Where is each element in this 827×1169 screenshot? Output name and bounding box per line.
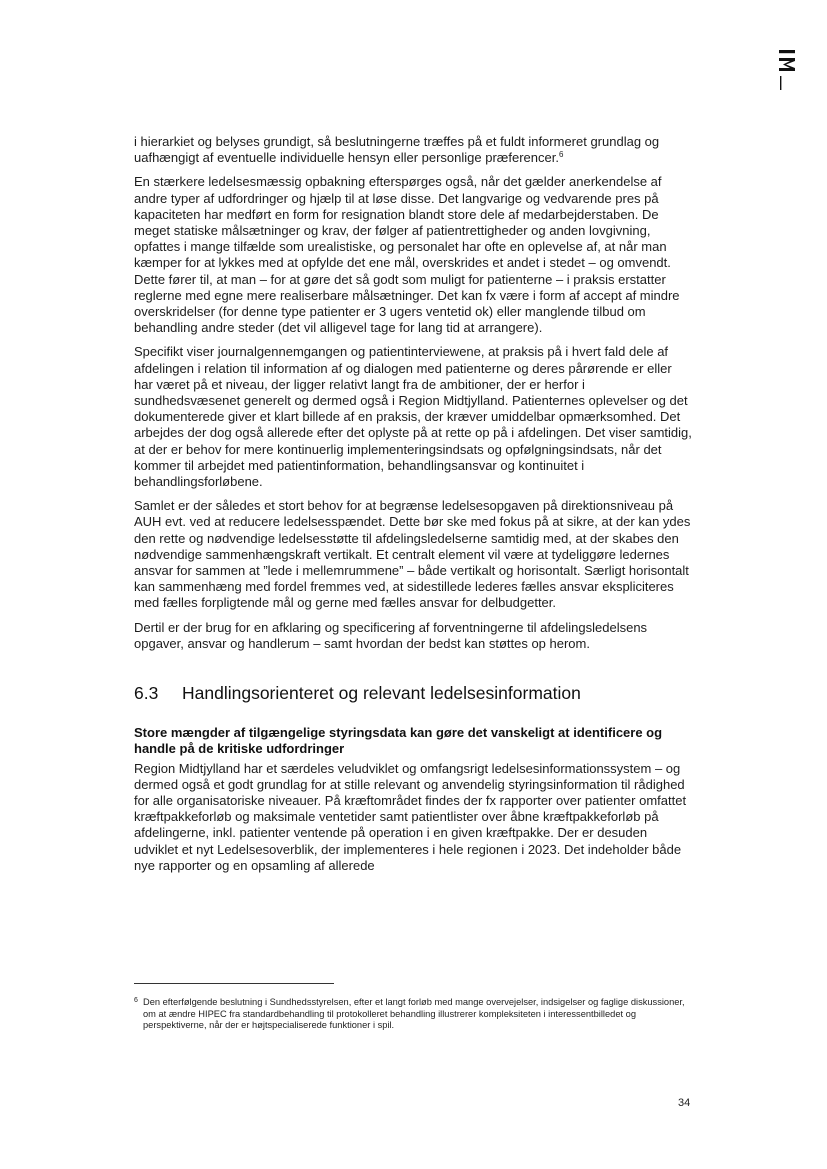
- page-number: 34: [678, 1097, 691, 1109]
- footnote: [134, 997, 694, 1032]
- footnote-reference: 6: [558, 150, 564, 160]
- main-content: [134, 134, 694, 882]
- section-number: 6.3: [134, 683, 159, 704]
- footnote-marker: 6: [134, 997, 138, 1004]
- footnote-separator: [134, 983, 334, 984]
- paragraph-intro: i hierarkiet og belyses grundigt, så beslutningerne træffes på et fuldt informeret grundlag og uafhængigt af eventuelle individuelle hensyn eller personlige præferencer.$^6$: [134, 134, 660, 166]
- paragraph-clarification: Dertil er der brug for en afklaring og specificering af forventningerne til afdelingsledelsens opgaver, ansvar og handlerum – samt hvordan der bedst kan støttes op herom.: [134, 619, 648, 651]
- paragraph-support: En stærkere ledelsesmæssig opbakning efterspørges også, når det gælder anerkendelse af andre typer af udfordringer og hjælp til at løse disse. Det langvarige og vedvarende pres på kapaciteten har medført en form for resignation blandt store dele af medarbejderstaben. De meget statiske målsætninger og krav, der følger af patientrettigheder og anden lovgivning, opfattes i mange tilfælde som urealistiske, og personalet har ofte en oplevelse af, at når man kæmper for at lykkes med at opfylde det ene mål, overskrides et andet i stedet – og omvendt. Dette fører til, at man – for at gøre det så godt som muligt for patienterne – i praksis erstatter reglerne med egne mere realiserbare målsætninger. Det kan fx være i form af accept af mindre overskridelser (for denne type patienter er 3 ugers ventetid ok) eller manglende tilbud om behandling andre steder (det vil alligevel tage for lang tid at arrangere).: [134, 174, 680, 336]
- paragraph-section-body: Region Midtjylland har et særdeles veludviklet og omfangsrigt ledelsesinformationssystem – og dermed også et godt grundlag for at stille relevant og anvendelig styringsinformation til rådighed for alle organisatoriske niveauer. På kræftområdet findes der fx rapporter over patienter omfattet kræftpakkeforløb og maksimale ventetider samt patientlister over åbne kræftpakkeforløb på afdelingerne, inkl. patienter ventende på operation i en given kræftpakke. Der er desuden udviklet et nyt Ledelsesoverblik, der implementeres i hele regionen i 2023. Det indeholder både nye rapporter og en opsamling af allerede: [134, 760, 687, 873]
- im-logo-icon: [776, 48, 798, 92]
- paragraph-patient-information: Specifikt viser journalgennemgangen og patientinterviewene, at praksis på i hvert fald dele af afdelingen i relation til information af og dialogen med patienterne og deres pårørende er eller har været på et niveau, der ligger relativt langt fra de ambitioner, der er herfor i sundhedsvæsenet generelt og dermed også i Region Midtjylland. Patienternes oplevelser og det dokumenterede giver et klart billede af en praksis, der kræver umiddelbar opmærksomhed. Det arbejdes der dog også allerede efter det oplyste på at rette op på i afdelingen. Det viser samtidig, at der er behov for mere kontinuerlig implementeringsindsats og opfølgningsindsats, når det kommer til arbejdet med patientinformation, behandlingsansvar og kontinuitet i behandlingsforløbene.: [134, 344, 692, 490]
- section-title: Handlingsorienteret og relevant ledelsesinformation: [182, 683, 581, 704]
- footnote-text: Den efterfølgende beslutning i Sundhedsstyrelsen, efter et langt forløb med mange overvejelser, indsigelser og faglige diskussioner, om at ændre HIPEC fra standardbehandling til protokolleret behandling illustrerer kompleksiteten i interessentbilledet og perspektiverne, når der er højtspecialiserede funktioner i spil.: [143, 997, 685, 1031]
- paragraph-management-scope: Samlet er der således et stort behov for at begrænse ledelsesopgaven på direktionsniveau på AUH evt. ved at reducere ledelsesspændet. Dette bør ske med fokus på at sikre, at der kan ydes den rette og nødvendige ledelsesstøtte til afdelingsledelserne samtidig med, at der skabes den nødvendige sammenhængskraft vertikalt. Et centralt element vil være at tydeliggøre ledernes ansvar for sammen at ”lede i mellemrummene” – både vertikalt og horisontalt. Særligt horisontalt kan sammenhæng med fordel fremmes ved, at sidestillede lederes fælles ansvar ekspliciteres med fælles forpligtende mål og gerne med fælles ansvar for delbudgetter.: [134, 498, 691, 611]
- section-heading: [134, 682, 694, 704]
- organization-logo: [776, 48, 798, 92]
- subheading: Store mængder af tilgængelige styringsdata kan gøre det vanskeligt at identificere og handle på de kritiske udfordringer: [134, 725, 663, 757]
